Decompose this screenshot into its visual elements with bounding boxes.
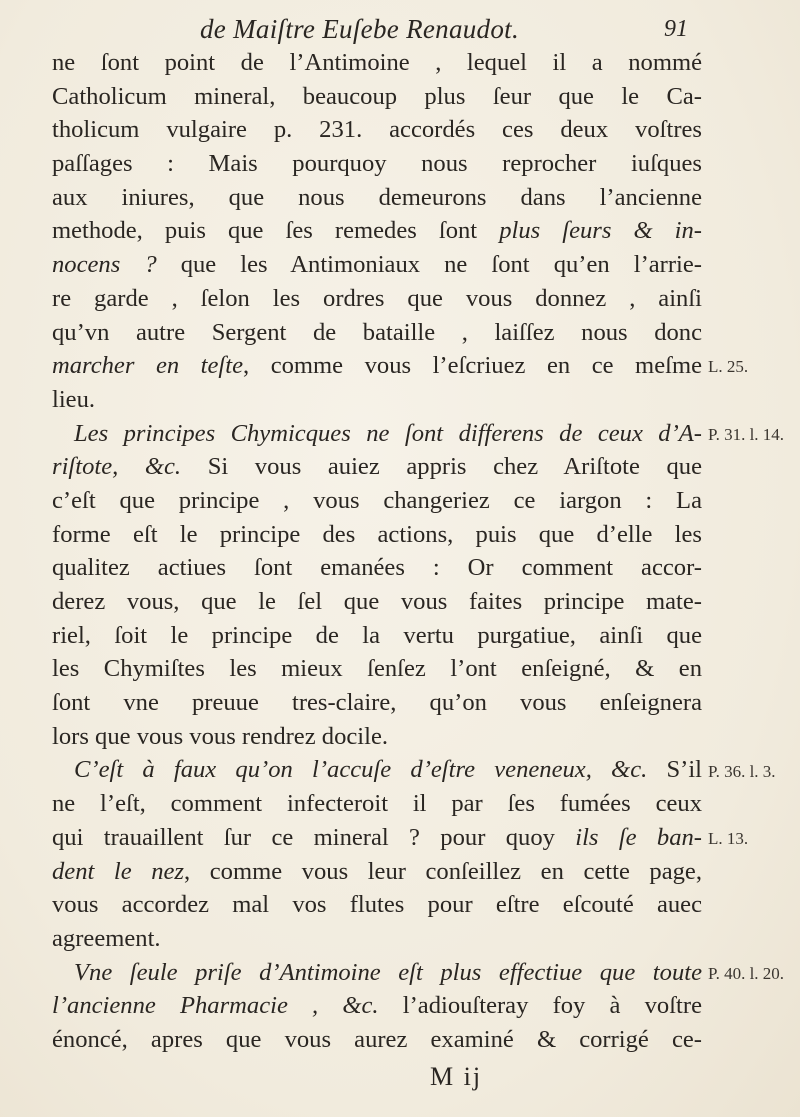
text-segment: qu’vn autre Sergent de bataille , laiſſez nous donc [52, 318, 702, 346]
text-segment: riel, ſoit le principe de la vertu purgatiue, ainſi que [52, 621, 702, 649]
text-segment: Si vous auiez appris chez Ariſtote que [181, 453, 703, 481]
text-line [52, 282, 702, 316]
italic-segment: Vne ſeule priſe d’Antimoine eſt plus effectiue que toute [74, 958, 702, 986]
text-line [52, 214, 702, 248]
text-line [52, 753, 702, 787]
italic-segment: dent le nez [52, 857, 185, 885]
text-line [52, 956, 702, 990]
text-line [52, 383, 702, 417]
text-line [52, 787, 702, 821]
text-line [52, 989, 702, 1023]
margin-note: L. 25. [708, 357, 749, 377]
text-segment: derez vous, que le ſel que vous faites principe mate- [52, 588, 702, 615]
text-line [52, 450, 702, 484]
text-line [52, 922, 702, 956]
signature-mark: M ij [430, 1062, 483, 1091]
text-line [52, 518, 702, 552]
text-segment: forme eſt le principe des actions, puis que d’elle les [52, 520, 702, 548]
text-line [52, 113, 702, 147]
italic-segment: ils ſe ban- [575, 823, 702, 851]
text-line [52, 147, 702, 181]
text-segment: agreement. [52, 924, 161, 952]
text-segment: aux iniures, que nous demeurons dans l’ancienne [52, 183, 702, 211]
text-segment: Catholicum mineral, beaucoup plus ſeur que le Ca- [52, 82, 702, 110]
text-segment: , comme vous leur conſeillez en cette page, [184, 857, 702, 885]
text-line [52, 821, 702, 855]
italic-segment: riſtote, &c. [52, 453, 182, 481]
text-body [52, 46, 702, 1057]
text-segment: S’il [647, 756, 703, 784]
text-segment: tholicum vulgaire p. 231. accordés ces deux voſtres [52, 116, 702, 144]
text-segment: methode, puis que ſes remedes ſont [52, 217, 500, 245]
text-line [52, 484, 702, 518]
text-segment: ne ſont point de l’Antimoine , lequel il a nommé [52, 49, 702, 76]
text-segment: l’adiouſteray foy à voſtre [378, 992, 702, 1020]
text-segment: énoncé, apres que vous aurez examiné & corrigé ce- [52, 1025, 702, 1053]
text-line [52, 686, 702, 720]
text-segment: re garde , ſelon les ordres que vous donnez , ainſi [52, 284, 702, 312]
text-line [52, 349, 702, 383]
text-line [52, 181, 702, 215]
text-line [52, 720, 702, 754]
text-segment: qui trauaillent ſur ce mineral ? pour quoy [52, 823, 576, 851]
text-segment: que les Antimoniaux ne ſont qu’en l’arrie- [156, 251, 702, 279]
text-segment: , comme vous l’eſcriuez en ce meſme [243, 352, 702, 380]
text-line [52, 1023, 702, 1057]
text-segment: qualitez actiues ſont emanées : Or comment accor- [52, 554, 702, 582]
margin-note: P. 40. l. 20. [708, 963, 785, 983]
text-segment: ſont vne preuue tres-claire, qu’on vous enſeignera [52, 689, 702, 717]
text-line [52, 888, 702, 922]
margin-note: L. 13. [708, 829, 749, 849]
text-line [52, 619, 702, 653]
margin-note: P. 36. l. 3. [708, 761, 776, 781]
text-segment: vous accordez mal vos flutes pour eſtre eſcouté auec [52, 891, 702, 919]
text-line [52, 46, 702, 80]
italic-segment: marcher en teſte [52, 352, 244, 380]
text-segment: lieu. [52, 385, 96, 413]
text-line [52, 855, 702, 889]
text-line [52, 585, 702, 619]
italic-segment: nocens ? [52, 251, 157, 279]
text-segment: c’eſt que principe , vous changeriez ce iargon : La [52, 486, 702, 514]
text-segment: paſſages : Mais pourquoy nous reprocher iuſques [52, 150, 702, 178]
text-line [52, 551, 702, 585]
page-number: 91 [664, 16, 688, 42]
italic-segment: C’eſt à faux qu’on l’accuſe d’eſtre veneneux, &c. [74, 756, 648, 784]
running-head: de Maiſtre Euſebe Renaudot. [200, 14, 520, 44]
italic-segment: l’ancienne Pharmacie , &c. [52, 992, 379, 1020]
text-line [52, 80, 702, 114]
text-segment: ne l’eſt, comment infecteroit il par ſes fumées ceux [52, 790, 702, 818]
text-line [52, 316, 702, 350]
margin-note: P. 31. l. 14. [708, 424, 785, 444]
text-segment: les Chymiſtes les mieux ſenſez l’ont enſeigné, & en [52, 655, 702, 683]
text-line [52, 417, 702, 451]
text-segment: lors que vous vous rendrez docile. [52, 722, 389, 750]
italic-segment: plus ſeurs & in- [499, 217, 702, 245]
text-line [52, 652, 702, 686]
text-line [52, 248, 702, 282]
italic-segment: Les principes Chymicques ne ſont differens de ceux d’A- [74, 419, 702, 447]
